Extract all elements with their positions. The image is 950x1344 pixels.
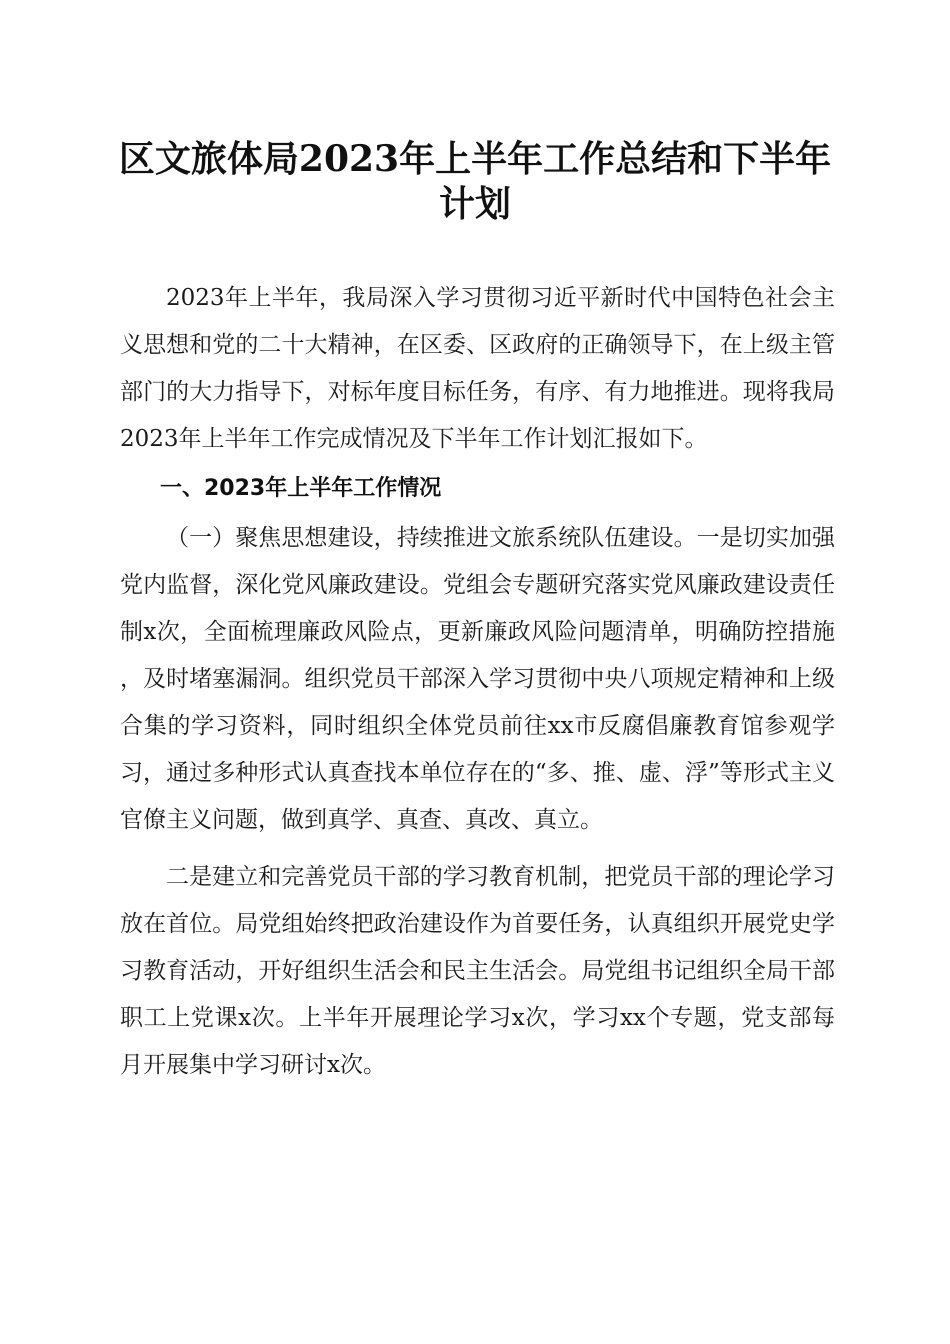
- paragraph-text: 一是切实加强党内监督，深化党风廉政建设。党组会专题研究落实党风廉政建设责任制x次，全面梳理廉政风险点，更新廉政风险问题清单，明确防控措施，及时堵塞漏洞。组织党员干部深入学习贯彻中央八项规定精神和上级合集的学习资料，同时组织全体党员前往xx市反腐倡廉教育馆参观学习，通过多种形式认真查找本单位存在的“多、推、虚、浮”等形式主义官僚主义问题，做到真学、真查、真改、真立。: [120, 525, 836, 833]
- document-title: [110, 137, 840, 227]
- paragraph-study-mechanism: 二是建立和完善党员干部的学习教育机制，把党员干部的理论学习放在首位。局党组始终把政治建设作为首要任务，认真组织开展党史学习教育活动，开好组织生活会和民主生活会。局党组书记组织全局干部职工上党课x次。上半年开展理论学习x次，学习xx个专题，党支部每月开展集中学习研讨x次。: [120, 864, 835, 1078]
- document-body: [120, 275, 835, 1089]
- intro-paragraph: 2023年上半年，我局深入学习贯彻习近平新时代中国特色社会主义思想和党的二十大精神，在区委、区政府的正确领导下，在上级主管部门的大力指导下，对标年度目标任务，有序、有力地推进。现将我局2023年上半年工作完成情况及下半年工作计划汇报如下。: [120, 285, 835, 452]
- title-line-2: 计划: [438, 183, 511, 225]
- section-heading: 一、2023年上半年工作情况: [160, 476, 442, 501]
- paragraph-lead: （一）聚焦思想建设，持续推进文旅系统队伍建设。: [166, 525, 697, 551]
- title-line-1: 区文旅体局2023年上半年工作总结和下半年: [118, 138, 832, 180]
- paragraph-thought-building: [120, 515, 835, 844]
